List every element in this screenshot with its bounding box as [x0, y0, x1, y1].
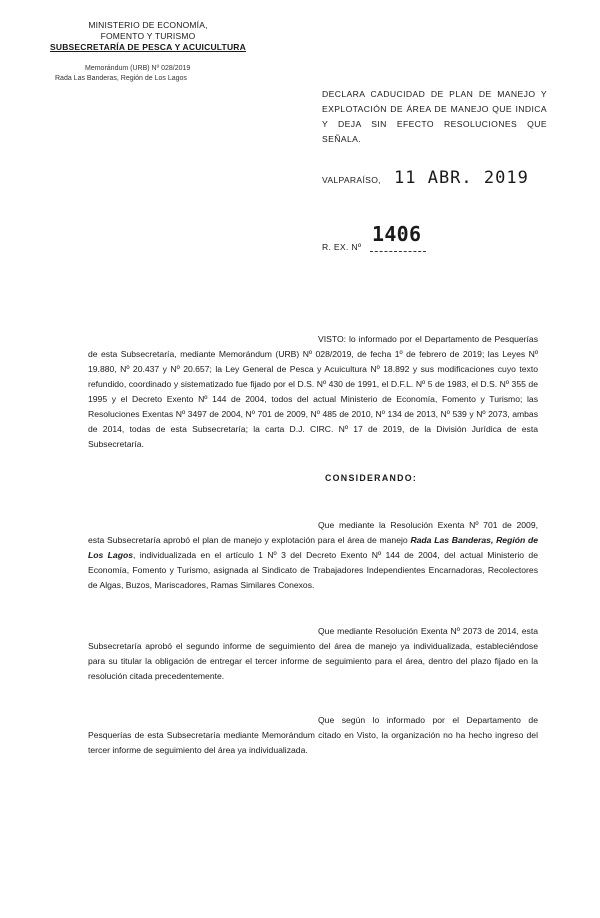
memo-area: Rada Las Banderas, Región de Los Lagos [55, 75, 187, 82]
memo-reference [55, 64, 255, 84]
c1-area-name: Rada Las Banderas, Región de Los Lagos [88, 535, 539, 560]
letterhead [48, 20, 248, 53]
resolution-number [322, 222, 422, 252]
considerando-heading: CONSIDERANDO: [325, 473, 418, 483]
considerando-3 [88, 713, 538, 758]
considerando-1 [88, 518, 538, 593]
considerando-2 [88, 624, 538, 684]
c1-text-a: Que mediante la Resolución Exenta Nº 701 de 2009, esta Subsecretaría aprobó el plan de manejo y explotación para el área de manejo [88, 520, 538, 545]
visto-label: VISTO: [318, 334, 347, 344]
resolution-subject: DECLARA CADUCIDAD DE PLAN DE MANEJO Y EXPLOTACIÓN DE ÁREA DE MANEJO QUE INDICA Y DEJA SIN EFECTO RESOLUCIONES QUE SEÑALA. [322, 89, 547, 144]
ministry-line-1: MINISTERIO DE ECONOMÍA, [88, 20, 208, 30]
subsecretaria-name: SUBSECRETARÍA DE PESCA Y ACUICULTURA [50, 42, 246, 52]
visto-text: lo informado por el Departamento de Pesquerías de esta Subsecretaría, mediante Memorándum (URB) Nº 028/2019, de fecha 1º de febrero de 2019; las Leyes Nº 19.880, Nº 20.437 y Nº 20.657; la Ley General de Pesca y Acuicultura Nº 18.892 y sus modificaciones cuyo texto refundido, coordinado y sistematizado fue fijado por el D.S. Nº 430 de 1991, el D.F.L. Nº 5 de 1983, el D.S. Nº 355 de 1995 y el Decreto Exento Nº 144 de 2004, todos del actual Ministerio de Economía, Fomento y Turismo; las Resoluciones Exentas Nº 3497 de 2004, Nº 701 de 2009, Nº 485 de 2010, Nº 134 de 2013, Nº 539 y Nº 2073, ambas de 2014, todas de esta Subsecretaría; la carta D.J. CIRC. Nº 17 de 2019, de la División Jurídica de esta Subsecretaría. [88, 334, 539, 449]
rex-number: 1406 [372, 222, 422, 246]
c3-text: Que según lo informado por el Departamento de Pesquerías de esta Subsecretaría mediante Memorándum citado en Visto, la organización no ha hecho ingreso del tercer informe de seguimiento del área ya individualizada. [88, 715, 538, 755]
ministry-line-2: FOMENTO Y TURISMO [100, 31, 196, 41]
date-line [322, 168, 529, 188]
place: VALPARAÍSO, [322, 175, 381, 185]
c2-text: Que mediante Resolución Exenta Nº 2073 de 2014, esta Subsecretaría aprobó el segundo informe de seguimiento del área de manejo ya individualizada, estableciéndose para su titular la obligación de entregar el tercer informe de seguimiento para el área, dentro del plazo fijado en la resolución citada precedentemente. [88, 626, 538, 681]
c1-text-b: , individualizada en el artículo 1 Nº 3 del Decreto Exento Nº 144 de 2004, del actual Ministerio de Economía, Fomento y Turismo, asignada al Sindicato de Trabajadores Independientes Encarnadoras, Recolectores de Algas, Buzos, Mariscadores, Ramas Similares Conexos. [88, 550, 538, 590]
rex-underline [370, 251, 426, 252]
date-stamp: 11 ABR. 2019 [394, 168, 529, 188]
memo-ref: Memorándum (URB) Nº 028/2019 [85, 65, 191, 72]
visto-paragraph [88, 332, 538, 452]
rex-label: R. EX. Nº [322, 242, 362, 252]
